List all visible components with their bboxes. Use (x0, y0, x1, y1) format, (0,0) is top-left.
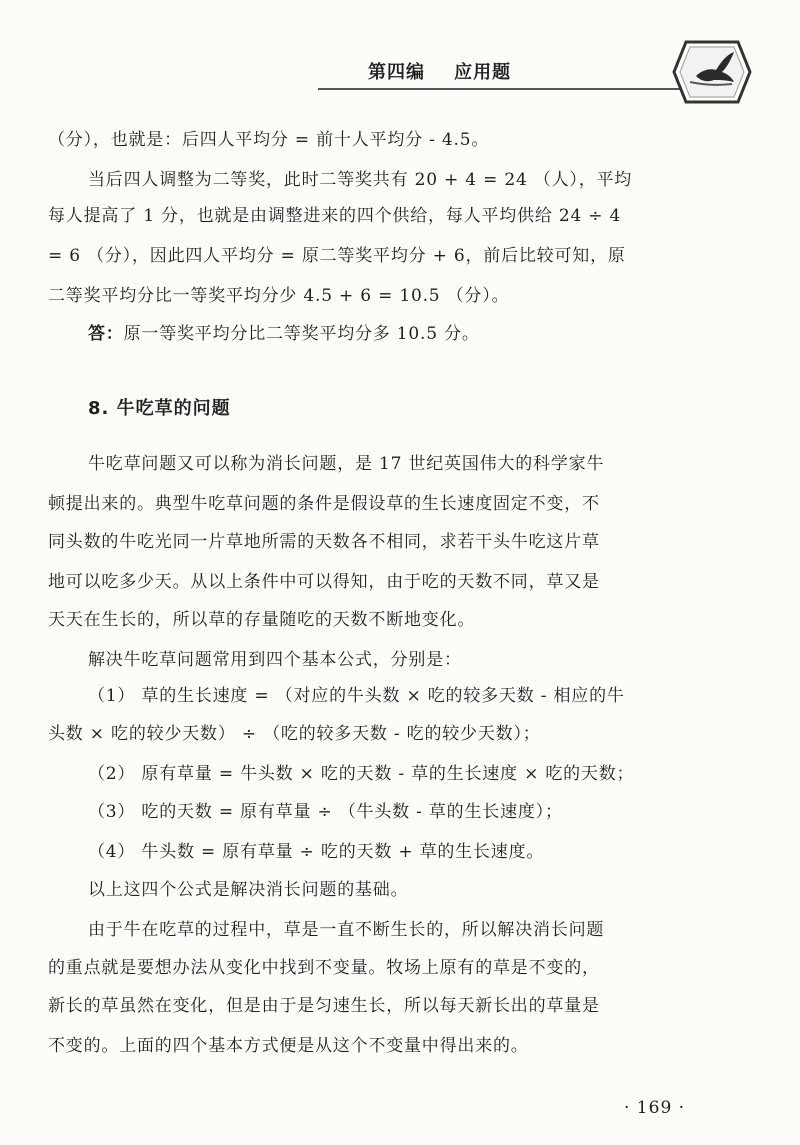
text-line-10: 地可以吃多少天。从以上条件中可以得知，由于吃的天数不同，草又是 (48, 572, 600, 592)
text-line-20: 的重点就是要想办法从变化中找到不变量。牧场上原有的草是不变的， (48, 958, 600, 978)
formula-1-line-1: （1） 草的生长速度 = （对应的牛头数 × 吃的较多天数 - 相应的牛 (88, 686, 625, 706)
bird-emblem-icon (672, 36, 752, 108)
page-header (0, 0, 800, 110)
text-line-8: 顿提出来的。典型牛吃草问题的条件是假设草的生长速度固定不变，不 (48, 494, 600, 514)
text-line-3: 每人提高了 1 分，也就是由调整进来的四个供给，每人平均供给 24 ÷ 4 (48, 206, 622, 226)
header-rule (318, 88, 690, 90)
text-line-18: 以上这四个公式是解决消长问题的基础。 (88, 880, 409, 900)
answer-text: 原一等奖平均分比二等奖平均分多 10.5 分。 (123, 324, 480, 344)
formula-1-line-2: 头数 × 吃的较少天数） ÷ （吃的较多天数 - 吃的较少天数）； (48, 724, 541, 744)
chapter-title: 第四编 应用题 (368, 62, 512, 83)
formula-4: （4） 牛头数 = 原有草量 ÷ 吃的天数 + 草的生长速度。 (88, 842, 545, 862)
page-number: · 169 · (624, 1098, 686, 1118)
text-line-22: 不变的。上面的四个基本方式便是从这个不变量中得出来的。 (48, 1036, 529, 1056)
text-line-2: 当后四人调整为二等奖，此时二等奖共有 20 + 4 = 24 （人），平均 (88, 170, 633, 190)
section-heading: 8. 牛吃草的问题 (88, 398, 231, 419)
text-line-9: 同头数的牛吃光同一片草地所需的天数各不相同，求若干头牛吃这片草 (48, 532, 600, 552)
text-line-21: 新长的草虽然在变化，但是由于是匀速生长，所以每天新长出的草量是 (48, 996, 600, 1016)
answer-line (88, 322, 794, 346)
text-line-7: 牛吃草问题又可以称为消长问题，是 17 世纪英国伟大的科学家牛 (88, 454, 605, 474)
text-line-19: 由于牛在吃草的过程中，草是一直不断生长的，所以解决消长问题 (88, 920, 605, 940)
formula-2: （2） 原有草量 = 牛头数 × 吃的天数 - 草的生长速度 × 吃的天数； (88, 764, 635, 784)
text-line-12: 解决牛吃草问题常用到四个基本公式，分别是： (88, 650, 462, 670)
answer-label: 答： (88, 324, 124, 344)
text-line-1: （分），也就是：后四人平均分 = 前十人平均分 - 4.5。 (48, 130, 490, 150)
text-line-5: 二等奖平均分比一等奖平均分少 4.5 + 6 = 10.5 （分）。 (48, 286, 510, 306)
text-line-4: = 6 （分），因此四人平均分 = 原二等奖平均分 + 6，前后比较可知，原 (48, 246, 626, 266)
formula-3: （3） 吃的天数 = 原有草量 ÷ （牛头数 - 草的生长速度）； (88, 802, 563, 822)
text-line-11: 天天在生长的，所以草的存量随吃的天数不断地变化。 (48, 610, 476, 630)
